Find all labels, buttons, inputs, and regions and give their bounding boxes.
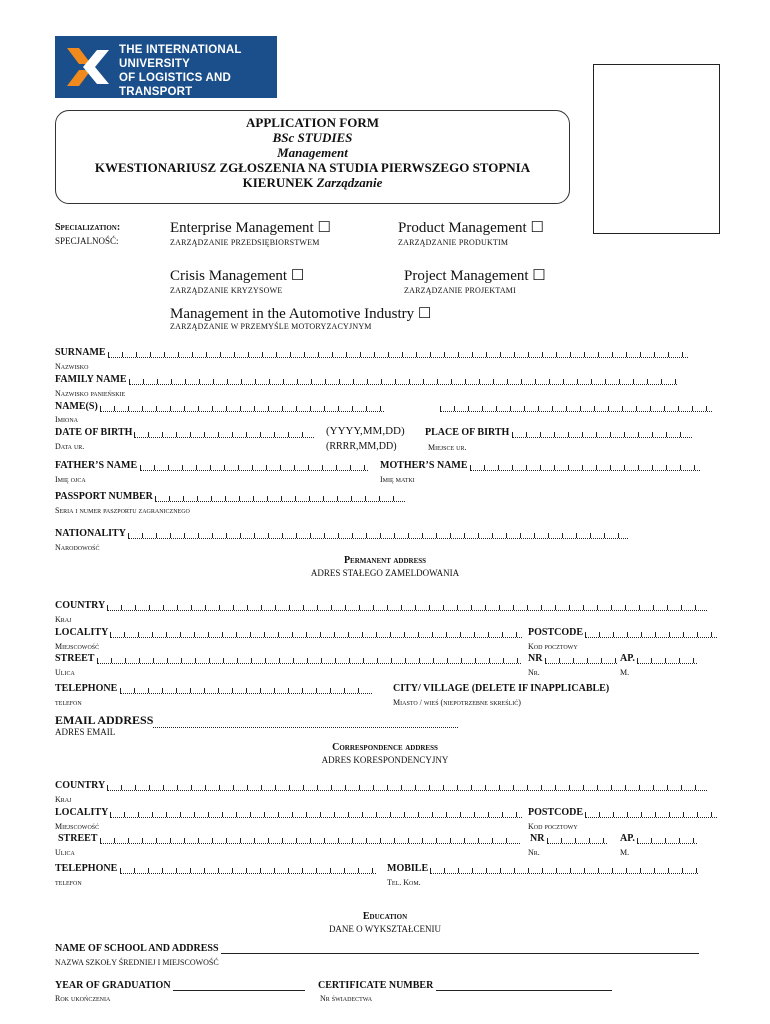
- title-line: KIERUNEK Zarządzanie: [242, 175, 383, 190]
- dob-pl: Data ur.: [55, 442, 85, 451]
- perm-ap-pl: M.: [620, 668, 630, 677]
- spec-enterprise-pl: ZARZĄDZANIE PRZEDSIĘBIORSTWEM: [170, 238, 320, 247]
- corr-nr-input[interactable]: [547, 834, 607, 844]
- corr-street-input[interactable]: [100, 834, 520, 844]
- perm-locality-input[interactable]: [110, 628, 522, 638]
- corr-telephone-input[interactable]: [120, 864, 376, 874]
- title-line: KWESTIONARIUSZ ZGŁOSZENIA NA STUDIA PIERWSZEGO STOPNIA: [94, 160, 531, 175]
- permanent-address-heading-pl: ADRES STAŁEGO ZAMELDOWANIA: [310, 568, 460, 578]
- correspondence-address-heading: Correspondence address: [332, 742, 438, 753]
- city-village-pl: Miasto / wieś (niepotrzebne skreślić): [393, 698, 521, 707]
- school-pl: NAZWA SZKOŁY ŚREDNIEJ I MIEJSCOWOŚĆ: [55, 958, 219, 967]
- spec-automotive-pl: ZARZĄDZANIE W PRZEMYŚLE MOTORYZACYJNYM: [170, 322, 372, 331]
- corr-country-pl: Kraj: [55, 795, 72, 804]
- corr-ap-row: AP.: [620, 833, 697, 844]
- surname-row: SURNAME: [55, 347, 688, 358]
- email-row: EMAIL ADDRESS: [55, 713, 458, 728]
- perm-nr-row: NR: [528, 653, 617, 664]
- title-line: Management: [277, 145, 348, 160]
- photo-box[interactable]: [593, 64, 720, 234]
- dob-format: (YYYY,MM,DD): [326, 425, 405, 437]
- name-first-input[interactable]: [100, 402, 384, 412]
- corr-telephone-row: TELEPHONE: [55, 863, 376, 874]
- university-logo: [55, 36, 277, 112]
- family-name-row: FAMILY NAME: [55, 374, 677, 385]
- certificate-pl: Nr świadectwa: [320, 994, 373, 1003]
- names-row: NAME(S): [55, 401, 384, 412]
- perm-street-pl: Ulica: [55, 668, 75, 677]
- certificate-row: CERTIFICATE NUMBER: [318, 980, 612, 991]
- email-input[interactable]: [153, 715, 458, 728]
- pob-input[interactable]: [512, 428, 692, 438]
- specialization-label-pl: SPECJALNOŚĆ:: [55, 236, 119, 246]
- father-row: FATHER’S NAME: [55, 460, 368, 471]
- nationality-input[interactable]: [128, 529, 628, 539]
- perm-postcode-pl: Kod pocztowy: [528, 642, 578, 651]
- spec-crisis-checkbox[interactable]: Crisis Management ☐: [170, 268, 305, 284]
- family-name-pl: Nazwisko panieńskie: [55, 389, 126, 398]
- perm-postcode-row: POSTCODE: [528, 627, 717, 638]
- dob-format-pl: (RRRR,MM,DD): [326, 441, 397, 452]
- graduation-year-input[interactable]: [173, 980, 305, 991]
- perm-country-pl: Kraj: [55, 615, 72, 624]
- pob-row: PLACE OF BIRTH: [425, 427, 692, 438]
- corr-nr-pl: Nr.: [528, 848, 540, 857]
- passport-row: PASSPORT NUMBER: [55, 491, 405, 502]
- correspondence-address-heading-pl: ADRES KORESPONDENCYJNY: [321, 755, 449, 765]
- corr-mobile-row: MOBILE: [387, 863, 698, 874]
- perm-telephone-row: TELEPHONE: [55, 683, 372, 694]
- specialization-label: Specialization:: [55, 222, 121, 233]
- corr-country-input[interactable]: [107, 781, 707, 791]
- title-line: APPLICATION FORM: [245, 115, 379, 130]
- father-pl: Imię ojca: [55, 475, 86, 484]
- logo-mark-icon: [63, 44, 111, 90]
- corr-ap-pl: M.: [620, 848, 630, 857]
- mother-row: MOTHER’S NAME: [380, 460, 700, 471]
- family-name-input[interactable]: [129, 375, 677, 385]
- mother-pl: Imię matki: [380, 475, 415, 484]
- perm-locality-row: LOCALITY: [55, 627, 522, 638]
- nationality-row: NATIONALITY: [55, 528, 628, 539]
- corr-locality-row: LOCALITY: [55, 807, 522, 818]
- school-input[interactable]: [221, 943, 699, 954]
- spec-product-pl: ZARZĄDZANIE PRODUKTIM: [398, 238, 509, 247]
- graduation-row: YEAR OF GRADUATION: [55, 980, 305, 991]
- dob-row: DATE OF BIRTH: [55, 427, 314, 438]
- perm-locality-pl: Miejscowość: [55, 642, 100, 651]
- perm-street-input[interactable]: [97, 654, 521, 664]
- corr-mobile-pl: Tel. Kom.: [387, 878, 421, 887]
- email-pl: ADRES EMAIL: [55, 727, 116, 737]
- perm-telephone-pl: telefon: [55, 698, 82, 707]
- spec-project-pl: ZARZĄDZANIE PROJEKTAMI: [404, 286, 516, 295]
- perm-street-row: STREET: [55, 653, 521, 664]
- perm-ap-input[interactable]: [637, 654, 697, 664]
- corr-street-pl: Ulica: [55, 848, 75, 857]
- passport-input[interactable]: [155, 492, 405, 502]
- corr-nr-row: NR: [530, 833, 607, 844]
- spec-enterprise-checkbox[interactable]: Enterprise Management ☐: [170, 220, 331, 236]
- names-row-2: [440, 401, 712, 412]
- education-heading: Education: [362, 911, 408, 922]
- corr-postcode-row: POSTCODE: [528, 807, 717, 818]
- perm-postcode-input[interactable]: [585, 628, 717, 638]
- corr-locality-input[interactable]: [110, 808, 522, 818]
- nationality-pl: Narodowość: [55, 543, 100, 552]
- corr-telephone-pl: telefon: [55, 878, 82, 887]
- corr-country-row: COUNTRY: [55, 780, 707, 791]
- mother-input[interactable]: [470, 461, 700, 471]
- logo-text: THE INTERNATIONAL UNIVERSITY OF LOGISTICS AND TRANSPORT IN WROCLAW: [119, 44, 242, 112]
- spec-crisis-pl: ZARZĄDZANIE KRYZYSOWE: [170, 286, 283, 295]
- corr-street-row: STREET: [58, 833, 520, 844]
- surname-input[interactable]: [108, 348, 688, 358]
- spec-project-checkbox[interactable]: Project Management ☐: [404, 268, 546, 284]
- city-village-choice[interactable]: CITY/ VILLAGE (DELETE IF INAPPLICABLE): [393, 683, 610, 694]
- father-input[interactable]: [140, 461, 368, 471]
- graduation-pl: Rok ukończenia: [55, 994, 111, 1003]
- school-row: NAME OF SCHOOL AND ADDRESS: [55, 943, 699, 954]
- corr-mobile-input[interactable]: [430, 864, 698, 874]
- form-title-box: [55, 110, 570, 204]
- perm-nr-pl: Nr.: [528, 668, 540, 677]
- dob-input[interactable]: [134, 428, 314, 438]
- perm-country-input[interactable]: [107, 601, 707, 611]
- name-second-input[interactable]: [440, 402, 712, 412]
- spec-automotive-checkbox[interactable]: Management in the Automotive Industry ☐: [170, 306, 432, 322]
- permanent-address-heading: Permanent address: [343, 555, 427, 566]
- corr-postcode-input[interactable]: [585, 808, 717, 818]
- perm-country-row: COUNTRY: [55, 600, 707, 611]
- education-heading-pl: DANE O WYKSZTAŁCENIU: [328, 924, 442, 934]
- names-pl: Imiona: [55, 415, 78, 424]
- spec-product-checkbox[interactable]: Product Management ☐: [398, 220, 544, 236]
- title-line: BSc STUDIES: [272, 130, 353, 145]
- corr-locality-pl: Miejscowość: [55, 822, 100, 831]
- perm-nr-input[interactable]: [545, 654, 617, 664]
- surname-pl: Nazwisko: [55, 362, 89, 371]
- perm-ap-row: AP.: [620, 653, 697, 664]
- certificate-number-input[interactable]: [436, 980, 612, 991]
- perm-telephone-input[interactable]: [120, 684, 372, 694]
- pob-pl: Miejsce ur.: [428, 443, 467, 452]
- passport-pl: Seria i numer paszportu zagranicznego: [55, 506, 190, 515]
- corr-postcode-pl: Kod pocztowy: [528, 822, 578, 831]
- corr-ap-input[interactable]: [637, 834, 697, 844]
